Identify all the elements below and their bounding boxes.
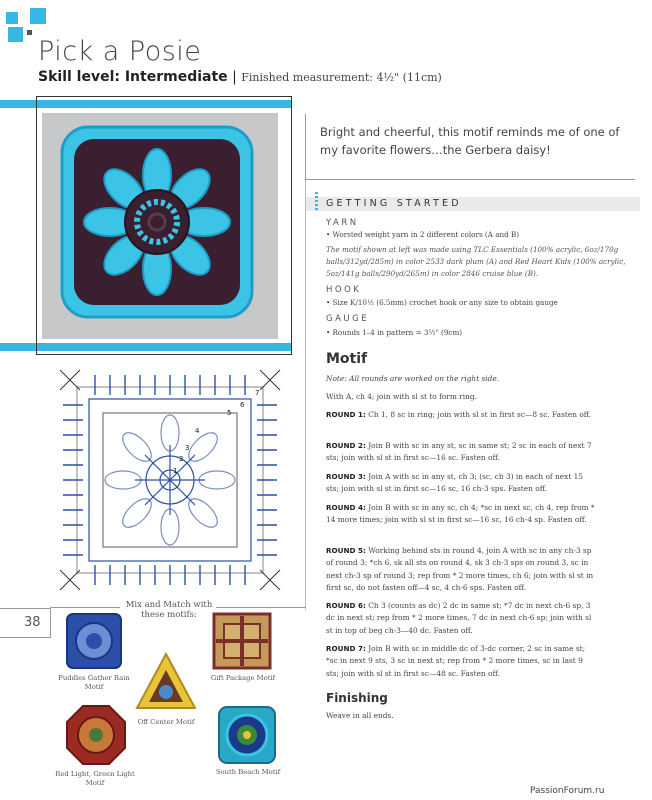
page-number: 38	[24, 615, 41, 630]
finished-measurement: Finished measurement: 4½" (11cm)	[241, 71, 442, 84]
skill-level: Skill level: Intermediate	[38, 69, 228, 85]
round-label: ROUND 2:	[326, 441, 366, 450]
round-text: Join A with sc in any st, ch 3; (sc, ch 3) in each of next 15 sts; join with sl st in first sc—16 sc, 16 ch-3 sps. Fasten off.	[326, 472, 583, 494]
watermark: PassionForum.ru	[530, 786, 605, 796]
subtitle	[38, 69, 442, 85]
motif-thumb-off-center[interactable]	[135, 652, 197, 716]
stitch-diagram-svg	[55, 365, 285, 590]
round-text: Join B with sc in any st, sc in same st; 2 sc in each of next 7 sts; join with sl st in first sc—16 sc. Fasten off.	[326, 441, 592, 463]
round-label: ROUND 7:	[326, 644, 366, 653]
motif-caption: Red Light, Green Light Motif	[55, 770, 135, 787]
intro-text: Bright and cheerful, this motif reminds me of one of my favorite flowers…the Gerbera daisy!	[305, 114, 635, 180]
deco-square	[8, 27, 23, 42]
round-text: Working behind sts in round 4, join A with sc in any ch-3 sp of round 3; *ch 6, sk all sts on round 4, sk 3 ch-3 sps on round 3, sc in next ch-3 sp of round 3; rep from * 2 more times, ch 6; join with sl st in first sc, do not fasten off—4 sc, 4 ch-6 sps. Fasten off.	[326, 546, 594, 593]
deco-square	[30, 8, 46, 24]
round-label: ROUND 1:	[326, 410, 366, 419]
motif-heading: Motif	[326, 351, 368, 367]
page-title: Pick a Posie	[38, 36, 202, 67]
motif-thumbnail	[135, 652, 197, 712]
diagram-label: 1	[173, 467, 178, 475]
gauge-heading: GAUGE	[326, 314, 370, 324]
deco-square	[6, 12, 18, 24]
mix-and-match-title: Mix and Match with these motifs:	[125, 600, 213, 620]
mix-divider	[216, 607, 306, 608]
motif-thumb-puddles[interactable]	[65, 612, 123, 674]
round-text: Join B with sc in middle dc of 3-dc corner, 2 sc in same st; *sc in next 9 sts, 3 sc in next st; rep from * 2 more times, sc in last 9 sts; join with sl st in first sc—48 sc. Fasten off.	[326, 644, 586, 678]
separator: |	[227, 69, 242, 85]
motif-thumb-south-beach[interactable]	[217, 705, 277, 769]
yarn-note: The motif shown at left was made using TLC Essentials (100% acrylic, 6oz/170g balls/312yd/285m) in color 2533 dark plum (A) and Red Heart Kids (100% acrylic, 5oz/141g balls/290yd/265m) in color 2846 cruise blue (B).	[326, 245, 626, 278]
gauge-item: • Rounds 1–4 in pattern = 3½" (9cm)	[326, 328, 463, 337]
motif-caption: Off Center Motif	[137, 718, 195, 726]
round-2	[326, 440, 598, 465]
round-4	[326, 502, 598, 527]
getting-started-marker	[315, 192, 318, 212]
crochet-motif-illustration	[42, 113, 278, 339]
round-text: Ch 3 (counts as dc) 2 dc in same st; *7 dc in next ch-6 sp, 3 dc in next st; rep from * 2 more times, 7 dc in next ch-6 sp; join with sl st in top of beg ch-3—40 dc. Fasten off.	[326, 601, 592, 635]
motif-caption: South Beach Motif	[215, 768, 281, 776]
stitch-diagram	[55, 365, 285, 590]
diagram-label: 4	[195, 427, 200, 435]
round-text: Ch 1, 8 sc in ring; join with sl st in first sc—8 sc. Fasten off.	[368, 410, 592, 419]
getting-started-title: GETTING STARTED	[326, 198, 462, 209]
column-divider	[305, 580, 306, 610]
motif-caption: Gift Package Motif	[210, 674, 276, 682]
motif-thumbnail	[217, 705, 277, 765]
motif-photo	[42, 113, 278, 339]
diagram-label: 5	[227, 409, 232, 417]
round-3	[326, 471, 598, 496]
round-text: Join B with sc in any sc, ch 4; *sc in next sc, ch 4, rep from * 14 more times; join with sl st in first sc—16 sc, 16 ch-4 sp. Fasten off.	[326, 503, 595, 525]
motif-caption: Puddles Gather Rain Motif	[58, 674, 130, 691]
motif-thumbnail	[212, 612, 272, 670]
diagram-label: 7	[255, 389, 260, 397]
diagram-label: 6	[240, 401, 245, 409]
motif-note: Note: All rounds are worked on the right side.	[326, 374, 500, 383]
mix-divider	[50, 607, 120, 608]
round-7	[326, 643, 598, 680]
motif-thumbnail	[65, 704, 127, 766]
round-label: ROUND 6:	[326, 601, 366, 610]
round-5	[326, 545, 598, 595]
round-label: ROUND 5:	[326, 546, 366, 555]
motif-thumb-red-light[interactable]	[65, 704, 127, 770]
deco-square	[27, 30, 32, 35]
round-label: ROUND 3:	[326, 472, 366, 481]
round-1	[326, 409, 598, 421]
hook-item: • Size K/10½ (6.5mm) crochet hook or any size to obtain gauge	[326, 298, 558, 307]
yarn-item: • Worsted weight yarn in 2 different colors (A and B)	[326, 230, 520, 239]
motif-thumb-gift-package[interactable]	[212, 612, 272, 674]
motif-start: With A, ch 4; join with sl st to form ring.	[326, 392, 477, 401]
motif-thumbnail	[65, 612, 123, 670]
finishing-text: Weave in all ends.	[326, 711, 394, 720]
diagram-label: 3	[185, 444, 190, 452]
finishing-heading: Finishing	[326, 691, 388, 705]
hook-heading: HOOK	[326, 285, 362, 295]
yarn-heading: YARN	[326, 218, 359, 228]
round-6	[326, 600, 598, 637]
diagram-label: 2	[179, 455, 184, 463]
column-divider	[305, 180, 306, 580]
round-label: ROUND 4:	[326, 503, 366, 512]
